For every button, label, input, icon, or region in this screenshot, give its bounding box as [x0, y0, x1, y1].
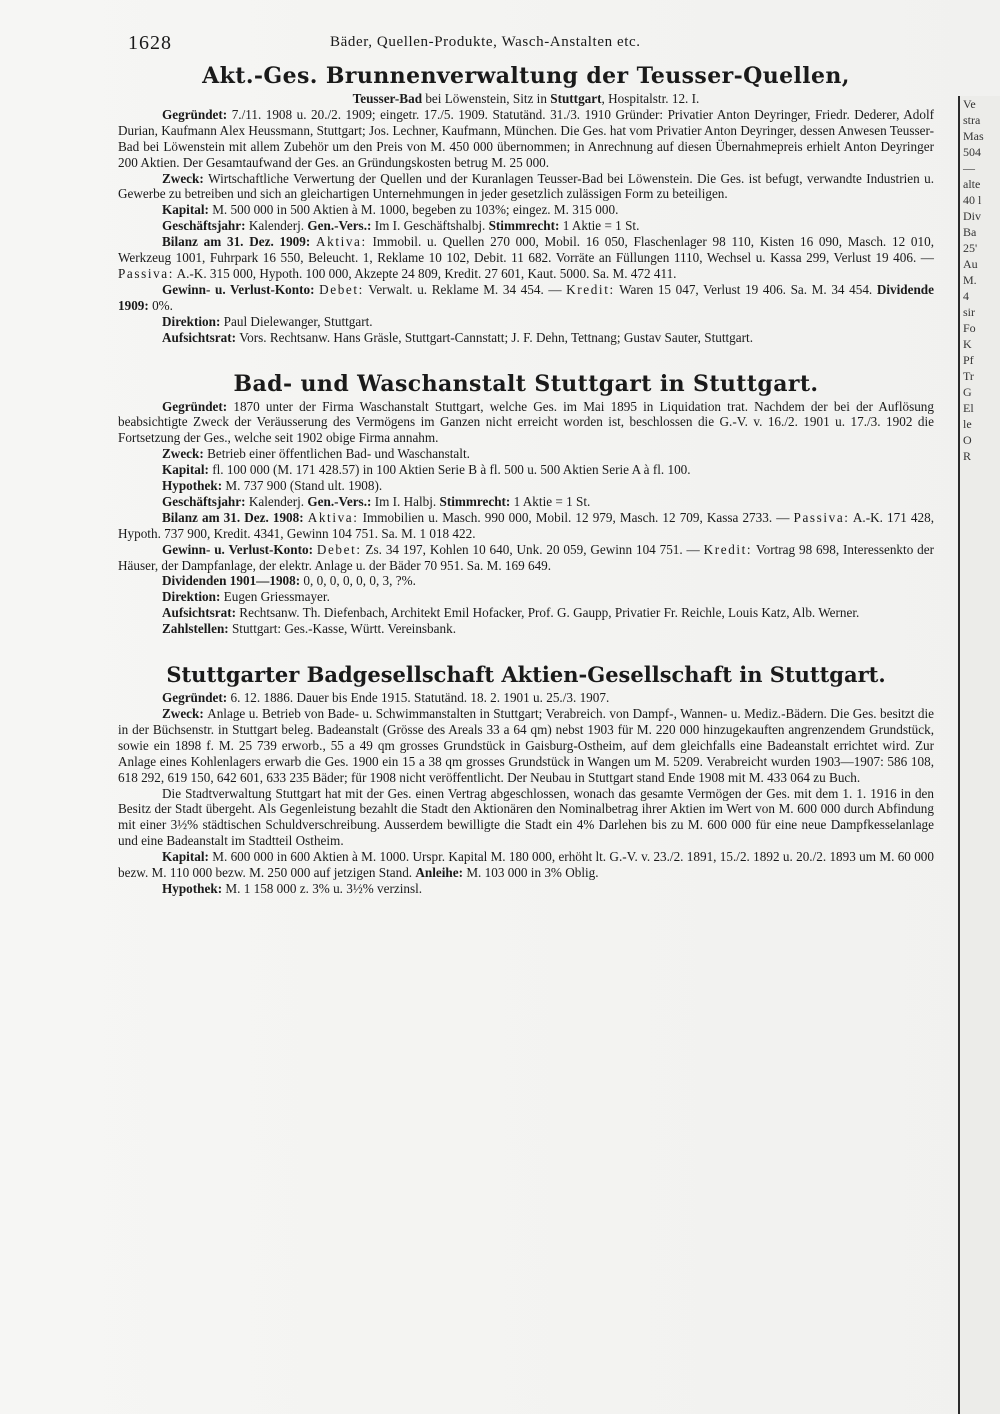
gutter-line: sir: [963, 305, 975, 319]
gegruendet-key: Gegründet:: [162, 106, 232, 122]
subtitle-text-2: , Hospitalstr. 12. I.: [601, 91, 700, 106]
gutter-line: 25': [963, 241, 978, 255]
running-title: Bäder, Quellen-Produkte, Wasch-Anstalten etc.: [330, 34, 641, 50]
bilanz-key: Bilanz am 31. Dez. 1908:: [162, 509, 308, 525]
aktiva-label: Aktiva:: [316, 234, 367, 250]
kredit-label: Kredit:: [566, 281, 615, 297]
gutter-line: Mas: [963, 129, 984, 143]
gj-key: Geschäftsjahr:: [162, 493, 249, 509]
entry-title: Bad- und Waschanstalt Stuttgart in Stuttgart.: [233, 370, 819, 397]
aufsichtsrat-key: Aufsichtsrat:: [162, 605, 240, 621]
bilanz-aktiva-value: Immobilien u. Masch. 990 000, Mobil. 12 979, Masch. 12 709, Kassa 2733. —: [358, 509, 794, 525]
gutter-line: Div: [963, 209, 981, 223]
aufsichtsrat-paragraph: [118, 605, 934, 621]
bilanz-key: Bilanz am 31. Dez. 1909:: [162, 234, 317, 250]
entry-title: Akt.-Ges. Brunnenverwaltung der Teusser-Quellen,: [202, 63, 850, 89]
dividenden-value: 0, 0, 0, 0, 0, 0, 3, ?%.: [303, 573, 416, 589]
gv-key: Gen.-Vers.:: [307, 493, 375, 509]
gutter-line: R: [963, 449, 972, 463]
gj-value: Kalenderj.: [248, 493, 308, 509]
gv-key: Gen.-Vers.:: [307, 218, 375, 234]
kapital-value: M. 500 000 in 500 Aktien à M. 1000, begeben zu 103%; eingez. M. 315 000.: [212, 202, 619, 218]
anleihe-value: M. 103 000 in 3% Oblig.: [466, 865, 599, 881]
zweck-value: Wirtschaftliche Verwertung der Quellen und der Kuranlagen Teusser-Bad bei Löwenstein. Die Ges. ist befugt, verwandte Industrien u. Gewerbe zu betreiben und sich an gleichartigen Unternehmungen in jeder gesetzlich zulässigen Form zu beteiligen.: [118, 170, 934, 202]
zweck-key: Zweck:: [162, 170, 209, 186]
dividenden-paragraph: [118, 573, 934, 589]
passiva-label: Passiva:: [118, 265, 175, 281]
kapital-value: fl. 100 000 (M. 171 428.57) in 100 Aktien Serie B à fl. 500 u. 500 Aktien Serie A à fl. 100.: [212, 462, 691, 478]
direktion-paragraph: [118, 314, 934, 330]
zweck-value: Betrieb einer öffentlichen Bad- und Waschanstalt.: [207, 446, 470, 462]
gutter-line: Pf: [963, 353, 974, 367]
kapital-key: Kapital:: [162, 202, 213, 218]
company-entry-badgesellschaft: [118, 661, 934, 897]
geschaeftsjahr-paragraph: [118, 218, 934, 234]
zweck-key: Zweck:: [162, 706, 208, 721]
gutter-line: stra: [963, 113, 981, 127]
dividende-key: Dividende 1909:: [118, 281, 934, 313]
gegruendet-key: Gegründet:: [162, 690, 231, 706]
direktion-paragraph: [118, 589, 934, 605]
bilanz-paragraph: [118, 234, 934, 282]
gutter-line: Ve: [963, 97, 976, 111]
zweck-paragraph: [118, 446, 934, 462]
gutter-line: G: [963, 385, 972, 399]
direktion-value: Paul Dielewanger, Stuttgart.: [223, 313, 373, 329]
hypothek-key: Hypothek:: [162, 880, 226, 896]
zweck-paragraph: [118, 706, 934, 786]
bilanz-passiva-value: A.-K. 315 000, Hypoth. 100 000, Akzepte 24 809, Kredit. 27 601, Kaut. 5000. Sa. M. 472 411.: [174, 265, 677, 281]
aufsichtsrat-paragraph: [118, 330, 934, 346]
gutter-line: El: [963, 401, 974, 415]
direktion-value: Eugen Griessmayer.: [223, 589, 330, 605]
kapital-paragraph: [118, 202, 934, 218]
dividenden-key: Dividenden 1901—1908:: [162, 573, 304, 589]
gutter-line: M.: [963, 273, 977, 287]
gegruendet-key: Gegründet:: [162, 398, 234, 414]
gegruendet-paragraph: [118, 690, 934, 706]
direktion-key: Direktion:: [162, 313, 224, 329]
zweck-value: Anlage u. Betrieb von Bade- u. Schwimmanstalten in Stuttgart; Verabreich. von Dampf-, Wannen- u. Mediz.-Bädern. Die Ges. besitzt die in der Büchsenstr. in Stuttgart beleg. Badeanstalt (Grösse des Areals 33 a 64 qm) nebst 1903 für M. 220 000 hinzugekauften angrenzendem Grundstück, sowie ein 1898 f. M. 25 739 erworb., 55 a 49 qm grosses Grundstück in Gaisburg-Ostheim, auf dem gleichfalls eine Badeanstalt errichtet wird. Zur Anlage eines Kohlenlagers erwarb die Ges. 1900 ein 15 a 38 qm grosses Grundstück in Wangen um M. 5209. Verabreicht wurden 1903—1907: 586 108, 618 292, 619 150, 642 601, 633 235 Bäder; für 1908 nicht veröffentlicht. Der Neubau in Stuttgart stand Ende 1908 mit M. 433 064 zu Buch.: [118, 706, 934, 785]
guv-debet-value: Zs. 34 197, Kohlen 10 640, Unk. 20 059, Gewinn 104 751. —: [361, 541, 704, 557]
aufsichtsrat-value: Vors. Rechtsanw. Hans Gräsle, Stuttgart-Cannstatt; J. F. Dehn, Tettnang; Gustav Sauter, Stuttgart.: [239, 329, 753, 345]
bilanz-paragraph: [118, 510, 934, 542]
guv-kredit-value: Waren 15 047, Verlust 19 406. Sa. M. 34 454.: [614, 281, 877, 297]
direktion-key: Direktion:: [162, 589, 224, 605]
guv-key: Gewinn- u. Verlust-Konto:: [162, 541, 317, 557]
aktiva-label: Aktiva:: [307, 509, 359, 525]
guv-paragraph: [118, 542, 934, 574]
zweck-key: Zweck:: [162, 446, 208, 462]
hypothek-paragraph: [118, 881, 934, 897]
zahlstellen-paragraph: [118, 621, 934, 637]
subtitle-text-1: bei Löwenstein, Sitz in: [422, 91, 551, 106]
dividende-value: 0%.: [152, 297, 173, 313]
gutter-line: Au: [963, 257, 978, 271]
gutter-line: 4: [963, 289, 969, 303]
bilanz-aktiva-value: Immobil. u. Quellen 270 000, Mobil. 16 050, Flaschenlager 98 110, Kisten 16 090, Masch. 12 010, Werkzeug 1001, Fuhrpark 16 550, Beleucht. 1, Reklame 10 102, Debit. 11 682. Vorräte an Füllungen 1110, Wechsel u. Kassa 299, Verlust 19 406. —: [118, 234, 934, 266]
gegruendet-value: 7./11. 1908 u. 20./2. 1909; eingetr. 17./5. 1909. Statutänd. 31./3. 1910 Gründer: Privatier Anton Deyringer, Friedr. Dederer, Adolf Durian, Kaufmann Alex Heussmann, Stuttgart; Jos. Lechner, Kaufmann, München. Die Ges. hat vom Privatier Anton Deyringer, dessen Anwesen Teusser-Bad bei Löwenstein mit allem Zubehör um den Preis von M. 450 000 übernommen; in Anrechnung auf diesen Übernahmepreis erhielt Anton Deyringer 200 Aktien. Der Gesamtaufwand der Ges. an Gründungskosten betrug M. 25 000.: [118, 106, 934, 170]
gv-value: Im I. Geschäftshalbj.: [374, 218, 489, 234]
debet-label: Debet:: [319, 281, 364, 297]
subtitle-bold-2: Stuttgart: [550, 91, 602, 106]
subtitle-bold-1: Teusser-Bad: [352, 91, 423, 106]
hypothek-key: Hypothek:: [162, 478, 226, 494]
adjacent-page-edge: [958, 96, 1000, 1414]
kapital-key: Kapital:: [162, 849, 213, 865]
aufsichtsrat-key: Aufsichtsrat:: [162, 329, 240, 345]
company-entry-bad-waschanstalt: [118, 370, 934, 638]
hypothek-value: M. 1 158 000 z. 3% u. 3½% verzinsl.: [225, 880, 423, 896]
guv-kredit-value: Vortrag 98 698, Interessenkto der Häuser, der Dampfanlage, der elektr. Anlage u. der Bäder 70 951. Sa. M. 169 649.: [118, 541, 934, 573]
kapital-key: Kapital:: [162, 462, 213, 478]
stimm-value: 1 Aktie = 1 St.: [562, 218, 640, 234]
gegruendet-value: 1870 unter der Firma Waschanstalt Stuttgart, welche Ges. im Mai 1895 in Liquidation trat. Nachdem der bei der Auflösung beabsichtigte Zweck der Veräusserung des Vermögens im Ganzen nicht erreicht worden ist, beschlossen die G.-V. v. 16./2. 1901 u. 17./3. 1902 die Fortsetzung der Ges., welche seit 1902 obige Firma annahm.: [118, 398, 934, 446]
guv-paragraph: [118, 282, 934, 314]
kapital-paragraph: [118, 849, 934, 881]
main-column: [118, 62, 934, 897]
section-spacer: [118, 637, 934, 661]
entry-title: Stuttgarter Badgesellschaft Aktien-Gesellschaft in Stuttgart.: [166, 662, 886, 688]
debet-label: Debet:: [316, 541, 362, 557]
gutter-line: O: [963, 433, 972, 447]
gutter-line: Fo: [963, 321, 976, 335]
gutter-line: Ba: [963, 225, 977, 239]
guv-key: Gewinn- u. Verlust-Konto:: [162, 281, 320, 297]
gutter-line: le: [963, 417, 972, 431]
gutter-line: Tr: [963, 369, 974, 383]
gegruendet-paragraph: [118, 399, 934, 447]
kapital-paragraph: [118, 462, 934, 478]
company-entry-teusser: [118, 62, 934, 346]
stimm-key: Stimmrecht:: [488, 218, 563, 234]
gutter-line: alte: [963, 177, 981, 191]
anleihe-key: Anleihe:: [415, 865, 467, 881]
zweck-paragraph: [118, 171, 934, 203]
vertrag-paragraph: Die Stadtverwaltung Stuttgart hat mit der Ges. einen Vertrag abgeschlossen, wonach das gesamte Vermögen der Ges. mit dem 1. 1. 1916 in den Besitz der Stadt übergeht. Als Gegenleistung bezahlt die Stadt den Aktionären den Nominalbetrag ihrer Aktien im Wert von M. 600 000 durch Abfindung mit einer 3½% städtischen Schuldverschreibung. Ausserdem bewilligte die Stadt ein 4% Darlehen bis zu M. 600 000 für eine neue Dampfkesselanlage und eine Badeanstalt im Stadtteil Ostheim.: [118, 785, 934, 849]
gj-value: Kalenderj.: [248, 218, 308, 234]
gutter-line: —: [963, 161, 975, 175]
zahlstellen-key: Zahlstellen:: [162, 621, 232, 637]
gegruendet-value: 6. 12. 1886. Dauer bis Ende 1915. Statutänd. 18. 2. 1901 u. 25./3. 1907.: [230, 690, 610, 706]
gv-value: Im I. Halbj.: [374, 493, 440, 509]
bilanz-passiva-value: A.-K. 171 428, Hypoth. 737 900, Kredit. 4341, Gewinn 104 751. Sa. M. 1 018 422.: [118, 509, 934, 541]
hypothek-paragraph: [118, 478, 934, 494]
gegruendet-paragraph: [118, 107, 934, 171]
section-spacer: [118, 346, 934, 370]
gutter-line: 504: [963, 145, 981, 159]
page-header: [128, 32, 936, 56]
gj-key: Geschäftsjahr:: [162, 218, 249, 234]
stimm-key: Stimmrecht:: [439, 493, 514, 509]
kapital-value: M. 600 000 in 600 Aktien à M. 1000. Urspr. Kapital M. 180 000, erhöht lt. G.-V. v. 23./2. 1891, 15./2. 1892 u. 20./2. 1893 um M. 60 000 bezw. M. 110 000 bezw. M. 250 000 auf jetzigen Stand.: [118, 849, 934, 881]
guv-debet-value: Verwalt. u. Reklame M. 34 454. —: [363, 281, 567, 297]
gutter-line: 40 l: [963, 193, 982, 207]
hypothek-value: M. 737 900 (Stand ult. 1908).: [225, 478, 383, 494]
kredit-label: Kredit:: [703, 541, 753, 557]
aufsichtsrat-value: Rechtsanw. Th. Diefenbach, Architekt Emil Hofacker, Prof. G. Gaupp, Privatier Fr. Reichle, Louis Katz, Alb. Werner.: [239, 605, 860, 621]
zahlstellen-value: Stuttgart: Ges.-Kasse, Württ. Vereinsbank.: [231, 621, 456, 637]
stimm-value: 1 Aktie = 1 St.: [513, 493, 591, 509]
passiva-label: Passiva:: [793, 509, 850, 525]
gutter-line: K: [963, 337, 972, 351]
geschaeftsjahr-paragraph: [118, 494, 934, 510]
entry-subtitle: [118, 91, 934, 107]
page-number: 1628: [128, 32, 172, 54]
